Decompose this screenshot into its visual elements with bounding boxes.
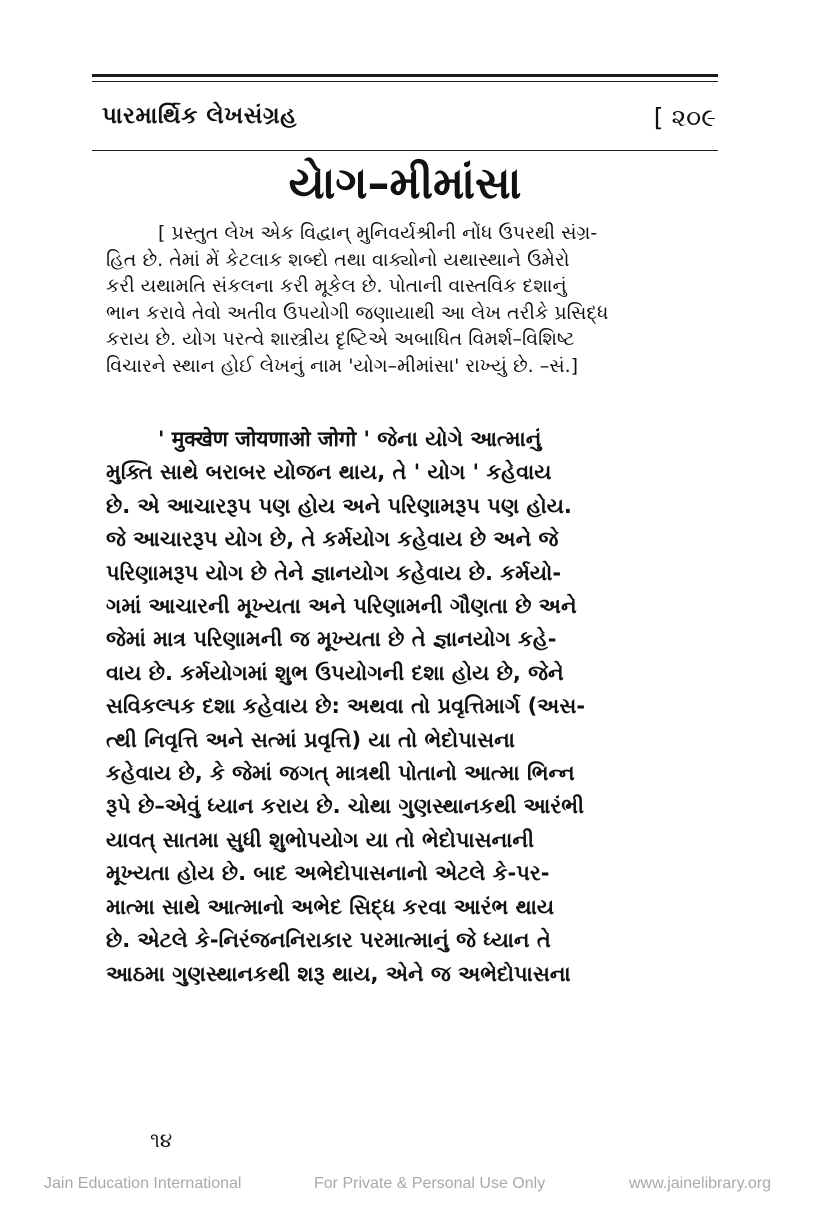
- intro-line: [ પ્રસ્તુત લેખ એક વિદ્વાન્ મુનિવર્યશ્રીની નોંધ ઉપરથી સંગ્ર-: [158, 222, 598, 244]
- body-line: ગમાં આચારની મૂખ્યતા અને પરિણામની ગૌણતા છે અને: [106, 594, 577, 619]
- body-line: જેમાં માત્ર પરિણામની જ મૂખ્યતા છે તે જ્ઞાનયોગ કહે-: [106, 627, 557, 652]
- header-underline: [92, 150, 718, 151]
- body-line: રૂપે છે–એવું ધ્યાન કરાય છે. ચોથા ગુણસ્થાનકથી આરંભી: [106, 794, 585, 819]
- body-paragraph: [106, 423, 718, 991]
- body-line: આઠમા ગુણસ્થાનકથી શરૂ થાય, એને જ અભેદોપાસના: [106, 961, 571, 986]
- body-line: મુક્તિ સાથે બરાબર યોજન થાય, તે ' યોગ ' કહેવાય: [106, 460, 552, 485]
- signature-mark: ૧૪: [150, 1128, 173, 1152]
- footer-website[interactable]: www.jainelibrary.org: [629, 1175, 771, 1192]
- body-line: મૂખ્યતા હોય છે. બાદ અભેદોપાસનાનો એટલે કે-પર-: [106, 861, 550, 886]
- editorial-note: [106, 220, 718, 380]
- footer-usage-note: For Private & Personal Use Only: [314, 1175, 546, 1192]
- body-line: વાય છે. કર્મયોગમાં શુભ ઉપયોગની દશા હોય છે, જેને: [106, 660, 564, 685]
- body-line: જે આચારરૂપ યોગ છે, તે કર્મયોગ કહેવાય છે અને જે: [106, 527, 559, 552]
- body-line: ' मुक्खेण जोयणाओ जोगो ' જેના યોગે આત્માનું: [158, 427, 542, 451]
- body-line: છે. એટલે કે-નિરંજનનિરાકાર પરમાત્માનું જે ધ્યાન તે: [106, 928, 551, 953]
- intro-line: કરાય છે. યોગ પરત્વે શાસ્ત્રીય દૃષ્ટિએ અબાધિત વિમર્શ–વિશિષ્ટ: [106, 328, 575, 351]
- body-line: પરિણામરૂપ યોગ છે તેને જ્ઞાનયોગ કહેવાય છે. કર્મયો-: [106, 560, 562, 585]
- body-line: છે. એ આચારરૂપ પણ હોય અને પરિણામરૂપ પણ હોય.: [106, 493, 572, 518]
- footer-publisher: Jain Education International: [44, 1175, 242, 1192]
- running-title: પારમાર્થિક લેખસંગ્રહ: [102, 103, 297, 129]
- body-line: સવિકલ્પક દશા કહેવાય છે: અથવા તો પ્રવૃત્તિમાર્ગ (અસ-: [106, 694, 586, 719]
- intro-line: વિચારને સ્થાન હોઈ લેખનું નામ 'યોગ–મીમાંસા' રાખ્યું છે. –સં.]: [106, 354, 579, 377]
- header-rule-thin: [92, 81, 718, 82]
- intro-line: કરી યથામતિ સંકલના કરી મૂકેલ છે. પોતાની વાસ્તવિક દશાનું: [106, 275, 567, 298]
- body-line: માત્મા સાથે આત્માનો અભેદ સિદ્ધ કરવા આરંભ થાય: [106, 894, 555, 919]
- page-number: [ ૨૦૯: [653, 103, 716, 132]
- intro-line: હિત છે. તેમાં મેં કેટલાક શબ્દો તથા વાક્યોનો યથાસ્થાને ઉમેરો: [106, 248, 570, 271]
- footer: [0, 1175, 828, 1199]
- intro-line: ભાન કરાવે તેવો અતીવ ઉપયોગી જણાયાથી આ લેખ તરીકે પ્રસિદ્ધ: [106, 301, 609, 324]
- body-line: યાવત્ સાતમા સુધી શુભોપયોગ યા તો ભેદોપાસનાની: [106, 827, 535, 852]
- body-line: ત્થી નિવૃત્તિ અને સત્માં પ્રવૃત્તિ) યા તો ભેદોપાસના: [106, 727, 515, 752]
- body-line: કહેવાય છે, કે જેમાં જગત્ માત્રથી પોતાનો આત્મા ભિન્ન: [106, 761, 575, 786]
- article-title: યેાગ–મીમાંસા: [288, 158, 522, 209]
- header-rule-thick: [92, 74, 718, 77]
